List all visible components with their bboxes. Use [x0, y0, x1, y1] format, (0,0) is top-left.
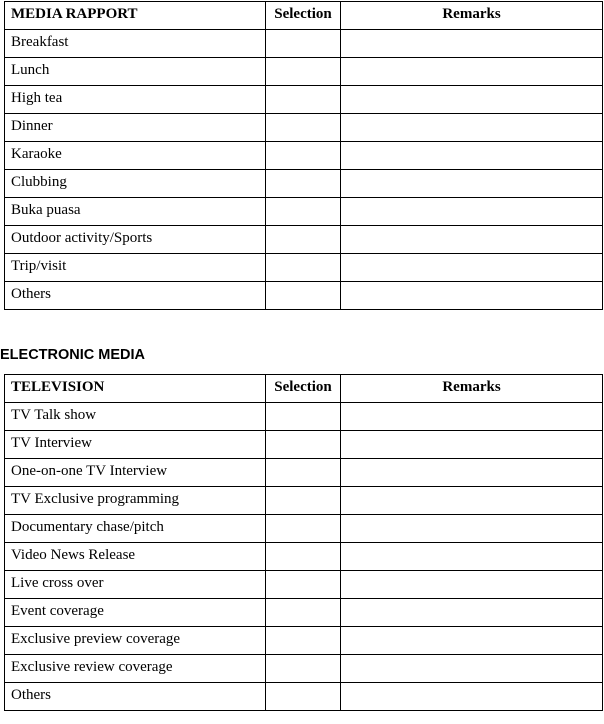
row-label: High tea	[5, 86, 266, 114]
electronic-media-heading: ELECTRONIC MEDIA	[0, 347, 145, 363]
selection-cell[interactable]	[266, 683, 341, 711]
table-row	[5, 655, 603, 683]
remarks-cell[interactable]	[341, 431, 603, 459]
table-row	[5, 571, 603, 599]
selection-cell[interactable]	[266, 282, 341, 310]
remarks-cell[interactable]	[341, 170, 603, 198]
remarks-cell[interactable]	[341, 627, 603, 655]
selection-cell[interactable]	[266, 403, 341, 431]
selection-cell[interactable]	[266, 543, 341, 571]
row-label: Outdoor activity/Sports	[5, 226, 266, 254]
selection-cell[interactable]	[266, 86, 341, 114]
row-label: Buka puasa	[5, 198, 266, 226]
row-label: Lunch	[5, 58, 266, 86]
selection-cell[interactable]	[266, 627, 341, 655]
row-label: Live cross over	[5, 571, 266, 599]
row-label: TV Interview	[5, 431, 266, 459]
remarks-cell[interactable]	[341, 282, 603, 310]
table-row	[5, 459, 603, 487]
remarks-cell[interactable]	[341, 142, 603, 170]
media-rapport-header: MEDIA RAPPORT	[5, 2, 266, 30]
remarks-cell[interactable]	[341, 403, 603, 431]
remarks-cell[interactable]	[341, 543, 603, 571]
row-label: One-on-one TV Interview	[5, 459, 266, 487]
selection-cell[interactable]	[266, 459, 341, 487]
table-row	[5, 254, 603, 282]
selection-cell[interactable]	[266, 487, 341, 515]
table-row	[5, 487, 603, 515]
remarks-cell[interactable]	[341, 254, 603, 282]
row-label: Exclusive review coverage	[5, 655, 266, 683]
remarks-cell[interactable]	[341, 30, 603, 58]
table-row	[5, 86, 603, 114]
selection-cell[interactable]	[266, 431, 341, 459]
table-row	[5, 142, 603, 170]
selection-cell[interactable]	[266, 254, 341, 282]
selection-header: Selection	[266, 2, 341, 30]
table-row	[5, 431, 603, 459]
row-label: Exclusive preview coverage	[5, 627, 266, 655]
electronic-media-table	[4, 374, 603, 711]
remarks-cell[interactable]	[341, 58, 603, 86]
table-header-row	[5, 375, 603, 403]
table-row	[5, 114, 603, 142]
remarks-cell[interactable]	[341, 515, 603, 543]
selection-cell[interactable]	[266, 655, 341, 683]
selection-cell[interactable]	[266, 599, 341, 627]
selection-header: Selection	[266, 375, 341, 403]
remarks-cell[interactable]	[341, 114, 603, 142]
selection-cell[interactable]	[266, 571, 341, 599]
media-rapport-table	[4, 1, 603, 310]
row-label: TV Exclusive programming	[5, 487, 266, 515]
television-header: TELEVISION	[5, 375, 266, 403]
remarks-cell[interactable]	[341, 459, 603, 487]
remarks-cell[interactable]	[341, 226, 603, 254]
remarks-cell[interactable]	[341, 198, 603, 226]
row-label: Video News Release	[5, 543, 266, 571]
row-label: Others	[5, 282, 266, 310]
selection-cell[interactable]	[266, 142, 341, 170]
remarks-header: Remarks	[341, 375, 603, 403]
selection-cell[interactable]	[266, 170, 341, 198]
row-label: Others	[5, 683, 266, 711]
remarks-cell[interactable]	[341, 86, 603, 114]
row-label: Documentary chase/pitch	[5, 515, 266, 543]
remarks-cell[interactable]	[341, 655, 603, 683]
row-label: Breakfast	[5, 30, 266, 58]
table-row	[5, 198, 603, 226]
table-row	[5, 627, 603, 655]
selection-cell[interactable]	[266, 198, 341, 226]
row-label: Karaoke	[5, 142, 266, 170]
table-row	[5, 599, 603, 627]
selection-cell[interactable]	[266, 515, 341, 543]
table-row	[5, 515, 603, 543]
table-row	[5, 282, 603, 310]
remarks-cell[interactable]	[341, 683, 603, 711]
selection-cell[interactable]	[266, 114, 341, 142]
remarks-header: Remarks	[341, 2, 603, 30]
table-row	[5, 543, 603, 571]
table-header-row	[5, 2, 603, 30]
selection-cell[interactable]	[266, 58, 341, 86]
table-row	[5, 170, 603, 198]
selection-cell[interactable]	[266, 30, 341, 58]
table-row	[5, 226, 603, 254]
remarks-cell[interactable]	[341, 487, 603, 515]
table-row	[5, 403, 603, 431]
row-label: Event coverage	[5, 599, 266, 627]
table-row	[5, 30, 603, 58]
remarks-cell[interactable]	[341, 599, 603, 627]
table-row	[5, 683, 603, 711]
table-row	[5, 58, 603, 86]
remarks-cell[interactable]	[341, 571, 603, 599]
row-label: Clubbing	[5, 170, 266, 198]
row-label: Trip/visit	[5, 254, 266, 282]
row-label: TV Talk show	[5, 403, 266, 431]
row-label: Dinner	[5, 114, 266, 142]
selection-cell[interactable]	[266, 226, 341, 254]
